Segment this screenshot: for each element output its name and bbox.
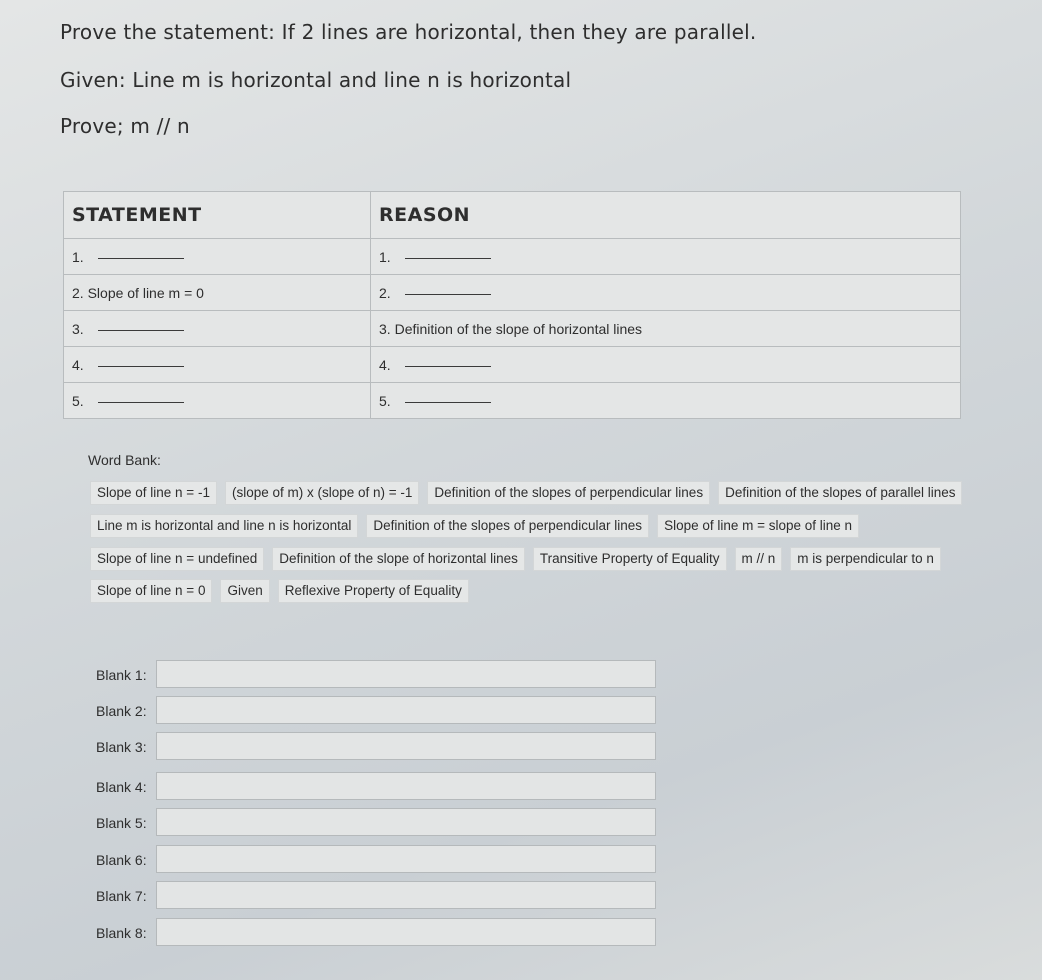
blank-1-label: Blank 1: [96,667,147,683]
statement-cell [64,347,371,383]
reason-blank [405,293,491,295]
reason-blank [405,365,491,367]
prove-statement: Prove; m // n [60,114,190,138]
word-bank-chip[interactable]: Slope of line n = -1 [90,481,217,505]
statement-blank [98,401,184,403]
reason-cell [371,275,961,311]
given-statement: Given: Line m is horizontal and line n is horizontal [60,68,572,92]
problem-title: Prove the statement: If 2 lines are horizontal, then they are parallel. [60,20,757,44]
blank-3-input[interactable] [156,732,656,760]
blank-2-input[interactable] [156,696,656,724]
blank-4-input[interactable] [156,772,656,800]
reason-number: 3. [379,320,391,337]
word-bank-chip[interactable]: Definition of the slopes of perpendicular lines [427,481,710,505]
statement-cell [64,383,371,419]
statement-text: Slope of line m = 0 [87,284,204,301]
reason-header: REASON [371,192,961,239]
blank-8-label: Blank 8: [96,925,147,941]
blank-6-row [96,845,658,877]
statement-number: 5. [72,392,84,409]
table-row [64,311,961,347]
reason-blank [405,257,491,259]
statement-cell [64,275,371,311]
reason-cell [371,383,961,419]
word-bank-chip[interactable]: (slope of m) x (slope of n) = -1 [225,481,419,505]
blank-6-input[interactable] [156,845,656,873]
blank-5-row [96,808,658,840]
blank-1-row [96,660,658,692]
table-row [64,239,961,275]
statement-cell [64,311,371,347]
reason-number: 5. [379,392,391,409]
word-bank-row [90,547,941,571]
blank-7-row [96,881,658,913]
proof-table [63,191,961,419]
word-bank-chip[interactable]: Transitive Property of Equality [533,547,727,571]
table-header-row [64,192,961,239]
blank-4-label: Blank 4: [96,779,147,795]
word-bank-row [90,579,469,603]
statement-blank [98,257,184,259]
word-bank-chip[interactable]: Definition of the slopes of parallel lines [718,481,962,505]
statement-number: 3. [72,320,84,337]
blank-4-row [96,772,658,804]
reason-cell [371,239,961,275]
blank-8-row [96,918,658,950]
blank-3-label: Blank 3: [96,739,147,755]
reason-number: 4. [379,356,391,373]
word-bank-chip[interactable]: m is perpendicular to n [790,547,941,571]
reason-cell [371,347,961,383]
word-bank-chip[interactable]: m // n [735,547,783,571]
statement-blank [98,329,184,331]
blank-2-label: Blank 2: [96,703,147,719]
reason-cell [371,311,961,347]
table-row [64,275,961,311]
word-bank-chip[interactable]: Line m is horizontal and line n is horizontal [90,514,358,538]
word-bank-chip[interactable]: Slope of line n = undefined [90,547,264,571]
blank-5-input[interactable] [156,808,656,836]
blank-7-label: Blank 7: [96,888,147,904]
blank-1-input[interactable] [156,660,656,688]
reason-number: 2. [379,284,391,301]
word-bank-label: Word Bank: [88,452,161,468]
statement-blank [98,365,184,367]
statement-number: 2. [72,284,84,301]
word-bank-chip[interactable]: Definition of the slope of horizontal lines [272,547,525,571]
word-bank-chip[interactable]: Given [220,579,269,603]
blank-8-input[interactable] [156,918,656,946]
blank-3-row [96,732,658,764]
word-bank-row [90,481,962,505]
statement-number: 4. [72,356,84,373]
word-bank-chip[interactable]: Slope of line n = 0 [90,579,212,603]
reason-number: 1. [379,248,391,265]
reason-blank [405,401,491,403]
blank-7-input[interactable] [156,881,656,909]
blank-5-label: Blank 5: [96,815,147,831]
table-row [64,347,961,383]
word-bank-chip[interactable]: Reflexive Property of Equality [278,579,469,603]
statement-header: STATEMENT [64,192,371,239]
blank-6-label: Blank 6: [96,852,147,868]
statement-number: 1. [72,248,84,265]
reason-text: Definition of the slope of horizontal lines [394,320,643,337]
word-bank-chip[interactable]: Slope of line m = slope of line n [657,514,859,538]
statement-cell [64,239,371,275]
blank-2-row [96,696,658,728]
word-bank-chip[interactable]: Definition of the slopes of perpendicular lines [366,514,649,538]
table-row [64,383,961,419]
word-bank-row [90,514,859,538]
